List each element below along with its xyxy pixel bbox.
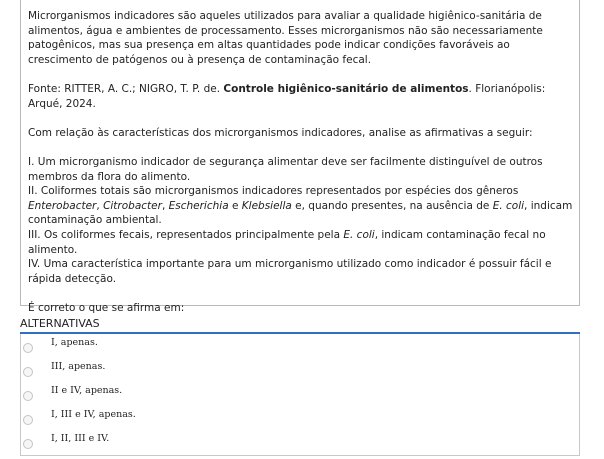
statement-3 [28,228,573,257]
statement-3-text-a: III. Os coliformes fecais, representados principalmente pela [28,228,344,241]
genus-escherichia: Escherichia [168,199,229,212]
question-closing: É correto o que se afirma em: [28,301,185,314]
alternative-label[interactable]: II e IV, apenas. [51,385,123,396]
statement-2 [28,184,573,228]
statement-1: I. Um microrganismo indicador de segurança alimentar deve ser facilmente distinguível de outros membros da flora do alimento. [28,155,543,183]
source-suffix: . Florianópolis: Arqué, 2024. [28,82,546,110]
statement-2-text-a: II. Coliformes totais são microrganismos indicadores representados por espécies dos gêneros [28,185,519,198]
radio-button[interactable] [23,439,33,449]
question-prompt: Com relação às características dos microrganismos indicadores, analise as afirmativas a seguir: [28,126,533,139]
alternative-label[interactable]: I, II, III e IV. [51,433,110,444]
source-title: Controle higiênico-sanitário de alimentos [223,82,469,95]
genus-citrobacter: Citrobacter [103,199,162,212]
question-statement [20,0,580,314]
radio-button[interactable] [23,415,33,425]
radio-button[interactable] [23,391,33,401]
statement-3-text-b: , indicam contaminação fecal no alimento. [28,228,546,256]
alternative-label[interactable]: III, apenas. [51,361,106,372]
statement-2-sep-1: , [96,199,104,212]
alternative-option[interactable] [21,406,579,428]
alternatives-header: ALTERNATIVAS [20,317,580,334]
genus-enterobacter: Enterobacter [28,199,97,212]
species-e-coli: E. coli [492,199,525,212]
alternative-option[interactable] [21,382,579,404]
species-e-coli: E. coli [343,228,375,241]
radio-button[interactable] [23,367,33,377]
source-prefix: Fonte: RITTER, A. C.; NIGRO, T. P. de. [28,82,224,95]
statement-2-text-b: e, quando presentes, na ausência de [291,199,493,212]
statement-2-text-c: , indicam contaminação ambiental. [28,199,573,227]
alternative-label[interactable]: I, apenas. [51,337,98,348]
alternative-option[interactable] [21,334,579,356]
alternative-option[interactable] [21,430,579,452]
question-source [28,82,573,111]
statement-2-sep-3: e [228,199,242,212]
question-intro: Microrganismos indicadores são aqueles utilizados para avaliar a qualidade higiênico-sanitária de alimentos, água e ambientes de processamento. Esses microrganismos não são necessariamente patogênicos, mas sua presença em altas quantidades pode indicar condições favoráveis ao crescimento de patógenos ou à presença de contaminação fecal. [28,10,543,66]
alternative-label[interactable]: I, III e IV, apenas. [51,409,136,420]
genus-klebsiella: Klebsiella [241,199,292,212]
alternative-option[interactable] [21,358,579,380]
alternatives-list [20,334,580,456]
statement-4: IV. Uma característica importante para um microrganismo utilizado como indicador é possuir fácil e rápida detecção. [28,258,552,285]
statement-2-sep-2: , [161,199,169,212]
radio-button[interactable] [23,343,33,353]
